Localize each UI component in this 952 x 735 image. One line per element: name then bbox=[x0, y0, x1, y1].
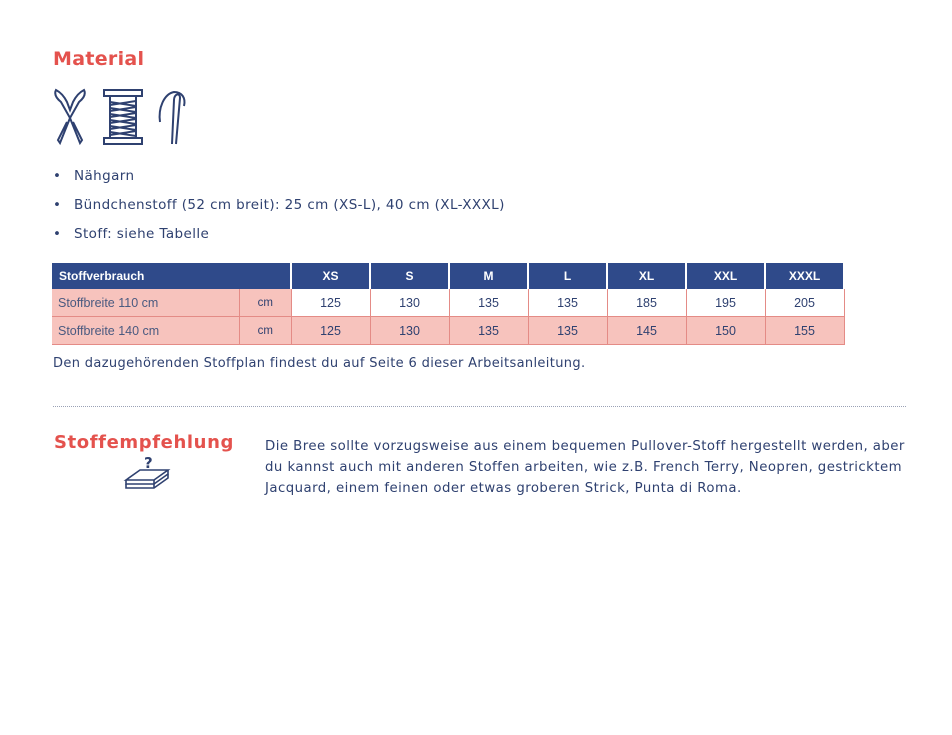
table-cell: 150 bbox=[686, 317, 765, 345]
table-row bbox=[52, 317, 844, 345]
row-label: Stoffbreite 110 cm bbox=[52, 289, 240, 317]
table-header-row bbox=[52, 263, 844, 289]
table-cell: 125 bbox=[291, 317, 370, 345]
needle-icon bbox=[156, 88, 190, 146]
bullet-dot: • bbox=[53, 168, 62, 184]
size-header: XXL bbox=[686, 263, 765, 289]
row-unit: cm bbox=[240, 317, 291, 345]
material-item bbox=[53, 196, 505, 225]
fabric-question-icon bbox=[122, 456, 172, 494]
size-header: M bbox=[449, 263, 528, 289]
table-cell: 130 bbox=[370, 289, 449, 317]
size-header: L bbox=[528, 263, 607, 289]
row-unit: cm bbox=[240, 289, 291, 317]
material-item-text: Bündchenstoff (52 cm breit): 25 cm (XS-L), 40 cm (XL-XXXL) bbox=[74, 197, 505, 213]
table-cell: 125 bbox=[291, 289, 370, 317]
bullet-dot: • bbox=[53, 226, 62, 242]
table-cell: 135 bbox=[528, 317, 607, 345]
table-cell: 155 bbox=[765, 317, 844, 345]
row-label: Stoffbreite 140 cm bbox=[52, 317, 240, 345]
table-row bbox=[52, 289, 844, 317]
table-cell: 135 bbox=[449, 289, 528, 317]
material-tools bbox=[52, 88, 192, 148]
material-list bbox=[53, 167, 505, 254]
thread-spool-icon bbox=[102, 88, 144, 146]
size-header: XS bbox=[291, 263, 370, 289]
table-header-label: Stoffverbrauch bbox=[52, 263, 291, 289]
size-header: XXXL bbox=[765, 263, 844, 289]
table-cell: 145 bbox=[607, 317, 686, 345]
section-divider bbox=[53, 406, 906, 407]
svg-text:?: ? bbox=[144, 456, 153, 472]
table-cell: 195 bbox=[686, 289, 765, 317]
table-cell: 130 bbox=[370, 317, 449, 345]
scissors-icon bbox=[52, 88, 88, 146]
fabric-usage-table bbox=[52, 263, 845, 345]
recommendation-text: Die Bree sollte vorzugsweise aus einem bequemen Pullover-Stoff hergestellt werden, aber du kannst auch mit anderen Stoffen arbeiten, wie z.B. French Terry, Neopren, gestricktem Jacquard, einem feinen oder etwas groberen Strick, Punta di Roma. bbox=[265, 439, 905, 496]
material-item-text: Stoff: siehe Tabelle bbox=[74, 226, 210, 242]
bullet-dot: • bbox=[53, 197, 62, 213]
table-cell: 135 bbox=[449, 317, 528, 345]
material-item bbox=[53, 225, 505, 254]
size-header: S bbox=[370, 263, 449, 289]
table-cell: 135 bbox=[528, 289, 607, 317]
table-note: Den dazugehörenden Stoffplan findest du auf Seite 6 dieser Arbeitsanleitung. bbox=[53, 356, 586, 371]
material-item bbox=[53, 167, 505, 196]
material-item-text: Nähgarn bbox=[74, 168, 135, 184]
material-heading: Material bbox=[53, 48, 145, 70]
table-cell: 205 bbox=[765, 289, 844, 317]
recommendation-heading: Stoffempfehlung bbox=[54, 432, 234, 453]
table-cell: 185 bbox=[607, 289, 686, 317]
size-header: XL bbox=[607, 263, 686, 289]
